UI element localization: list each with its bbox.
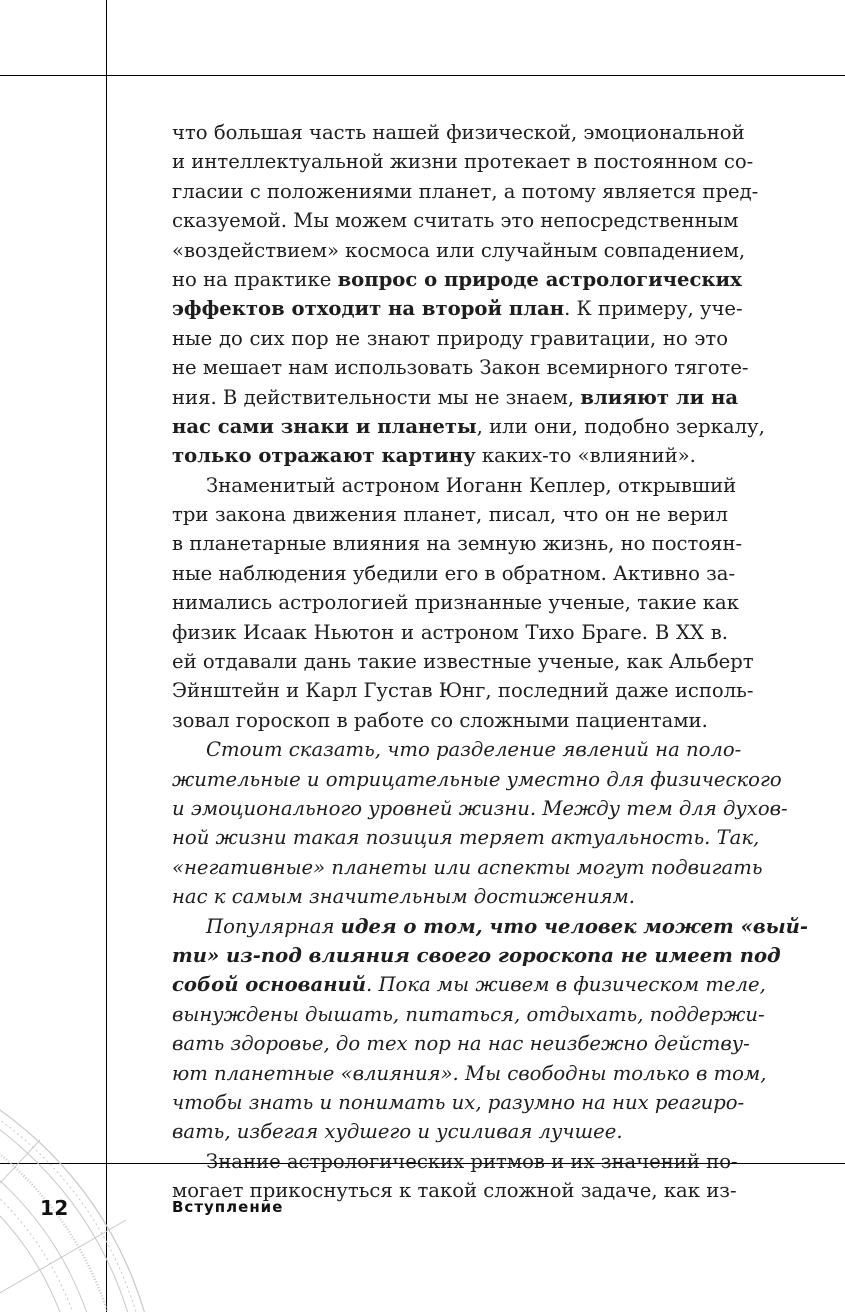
text-span: Эйнштейн и Карл Густав Юнг, последний даже исполь- <box>172 679 754 703</box>
bold-text: собой оснований <box>172 973 366 997</box>
text-line <box>172 118 745 147</box>
text-line <box>172 970 766 999</box>
bold-text: идея о том, что человек может «вый- <box>340 914 809 938</box>
text-line <box>172 1029 750 1058</box>
bold-text: ти» из-под влияния своего гороскопа не имеет под <box>172 943 781 967</box>
text-span: ния. В действительности мы не знаем, <box>172 385 581 409</box>
text-span: физик Исаак Ньютон и астроном Тихо Браге. В XX в. <box>172 620 728 644</box>
text-line <box>172 265 742 294</box>
text-span: ные наблюдения убедили его в обратном. Активно за- <box>172 561 736 585</box>
text-line <box>172 471 737 500</box>
text-span: могает прикоснуться к такой сложной задаче, как из- <box>172 1179 737 1203</box>
bold-text: влияют ли на <box>580 385 739 409</box>
text-span: ные до сих пор не знают природу гравитации, но это <box>172 326 728 350</box>
text-line <box>172 853 763 882</box>
text-line <box>172 912 809 941</box>
text-span: вать, избегая худшего и усиливая лучшее. <box>172 1120 623 1144</box>
text-line <box>172 882 728 911</box>
body-text <box>172 118 809 1205</box>
text-line <box>172 177 759 206</box>
text-span: нимались астрологией признанные ученые, такие как <box>172 591 739 615</box>
running-head: Вступление <box>172 1198 284 1216</box>
text-line <box>172 1000 765 1029</box>
text-line <box>172 823 760 852</box>
text-line <box>172 647 754 676</box>
text-line <box>172 559 736 588</box>
bold-text: эффектов отходит на второй план <box>172 297 565 321</box>
text-span: ной жизни такая позиция теряет актуальность. Так, <box>172 826 760 850</box>
text-span: и интеллектуальной жизни протекает в постоянном со- <box>172 150 754 174</box>
text-span: Популярная <box>206 914 341 938</box>
text-line <box>172 353 749 382</box>
text-line <box>172 1059 767 1088</box>
text-line <box>172 676 754 705</box>
text-line <box>172 441 728 470</box>
text-line <box>172 1117 728 1146</box>
text-line <box>172 1147 738 1176</box>
text-span: сказуемой. Мы можем считать это непосредственным <box>172 209 739 233</box>
bold-text: нас сами знаки и планеты <box>172 414 477 438</box>
text-span: вать здоровье, до тех пор на нас неизбежно действу- <box>172 1032 750 1056</box>
text-line <box>172 206 739 235</box>
text-span: чтобы знать и понимать их, разумно на них реагиро- <box>172 1090 745 1114</box>
text-span: ей отдавали дань такие известные ученые, как Альберт <box>172 650 754 674</box>
text-span: что большая часть нашей физической, эмоциональной <box>172 121 745 144</box>
text-span: Знаменитый астроном Иоганн Кеплер, открывший <box>206 473 737 497</box>
text-span: три закона движения планет, писал, что он не верил <box>172 503 728 527</box>
text-span: «негативные» планеты или аспекты могут подвигать <box>172 855 763 879</box>
text-span: нас к самым значительным достижениям. <box>172 885 636 909</box>
page-number: 12 <box>40 1196 69 1220</box>
text-line <box>172 383 739 412</box>
text-line <box>172 147 754 176</box>
text-span: жительные и отрицательные уместно для физического <box>172 767 782 791</box>
vertical-rule <box>106 0 107 1312</box>
text-line <box>172 588 739 617</box>
text-span: зовал гороскоп в работе со сложными пациентами. <box>172 708 708 732</box>
text-span: но на практике <box>172 267 338 291</box>
bold-text: только отражают картину <box>172 444 476 468</box>
text-span: вынуждены дышать, питаться, отдыхать, поддержи- <box>172 1002 765 1026</box>
text-span: и эмоционального уровней жизни. Между тем для духов- <box>172 796 788 820</box>
text-line <box>172 294 743 323</box>
text-line <box>172 412 765 441</box>
text-line <box>172 706 728 735</box>
text-span: , или они, подобно зеркалу, <box>476 414 765 438</box>
text-line <box>172 941 781 970</box>
text-span: каких-то «влияний». <box>475 444 696 468</box>
text-span: Знание астрологических ритмов и их значений по- <box>206 1149 738 1173</box>
text-span: «воздействием» космоса или случайным совпадением, <box>172 238 746 262</box>
text-line <box>172 618 728 647</box>
text-span: гласии с положениями планет, а потому является пред- <box>172 179 759 203</box>
text-line <box>172 794 788 823</box>
text-line <box>172 236 746 265</box>
text-line <box>172 324 728 353</box>
text-span: ют планетные «влияния». Мы свободны только в том, <box>172 1061 767 1085</box>
text-line <box>172 529 743 558</box>
text-span: . Пока мы живем в физическом теле, <box>365 973 766 997</box>
top-rule <box>0 75 845 76</box>
text-span: Стоит сказать, что разделение явлений на поло- <box>206 738 742 762</box>
text-span: . К примеру, уче- <box>564 297 743 321</box>
text-line <box>172 765 782 794</box>
text-span: не мешает нам использовать Закон всемирного тяготе- <box>172 356 749 380</box>
text-span: в планетарные влияния на земную жизнь, но постоян- <box>172 532 743 556</box>
text-line <box>172 1088 745 1117</box>
text-line <box>172 735 742 764</box>
text-line <box>172 500 728 529</box>
bold-text: вопрос о природе астрологических <box>337 267 742 291</box>
